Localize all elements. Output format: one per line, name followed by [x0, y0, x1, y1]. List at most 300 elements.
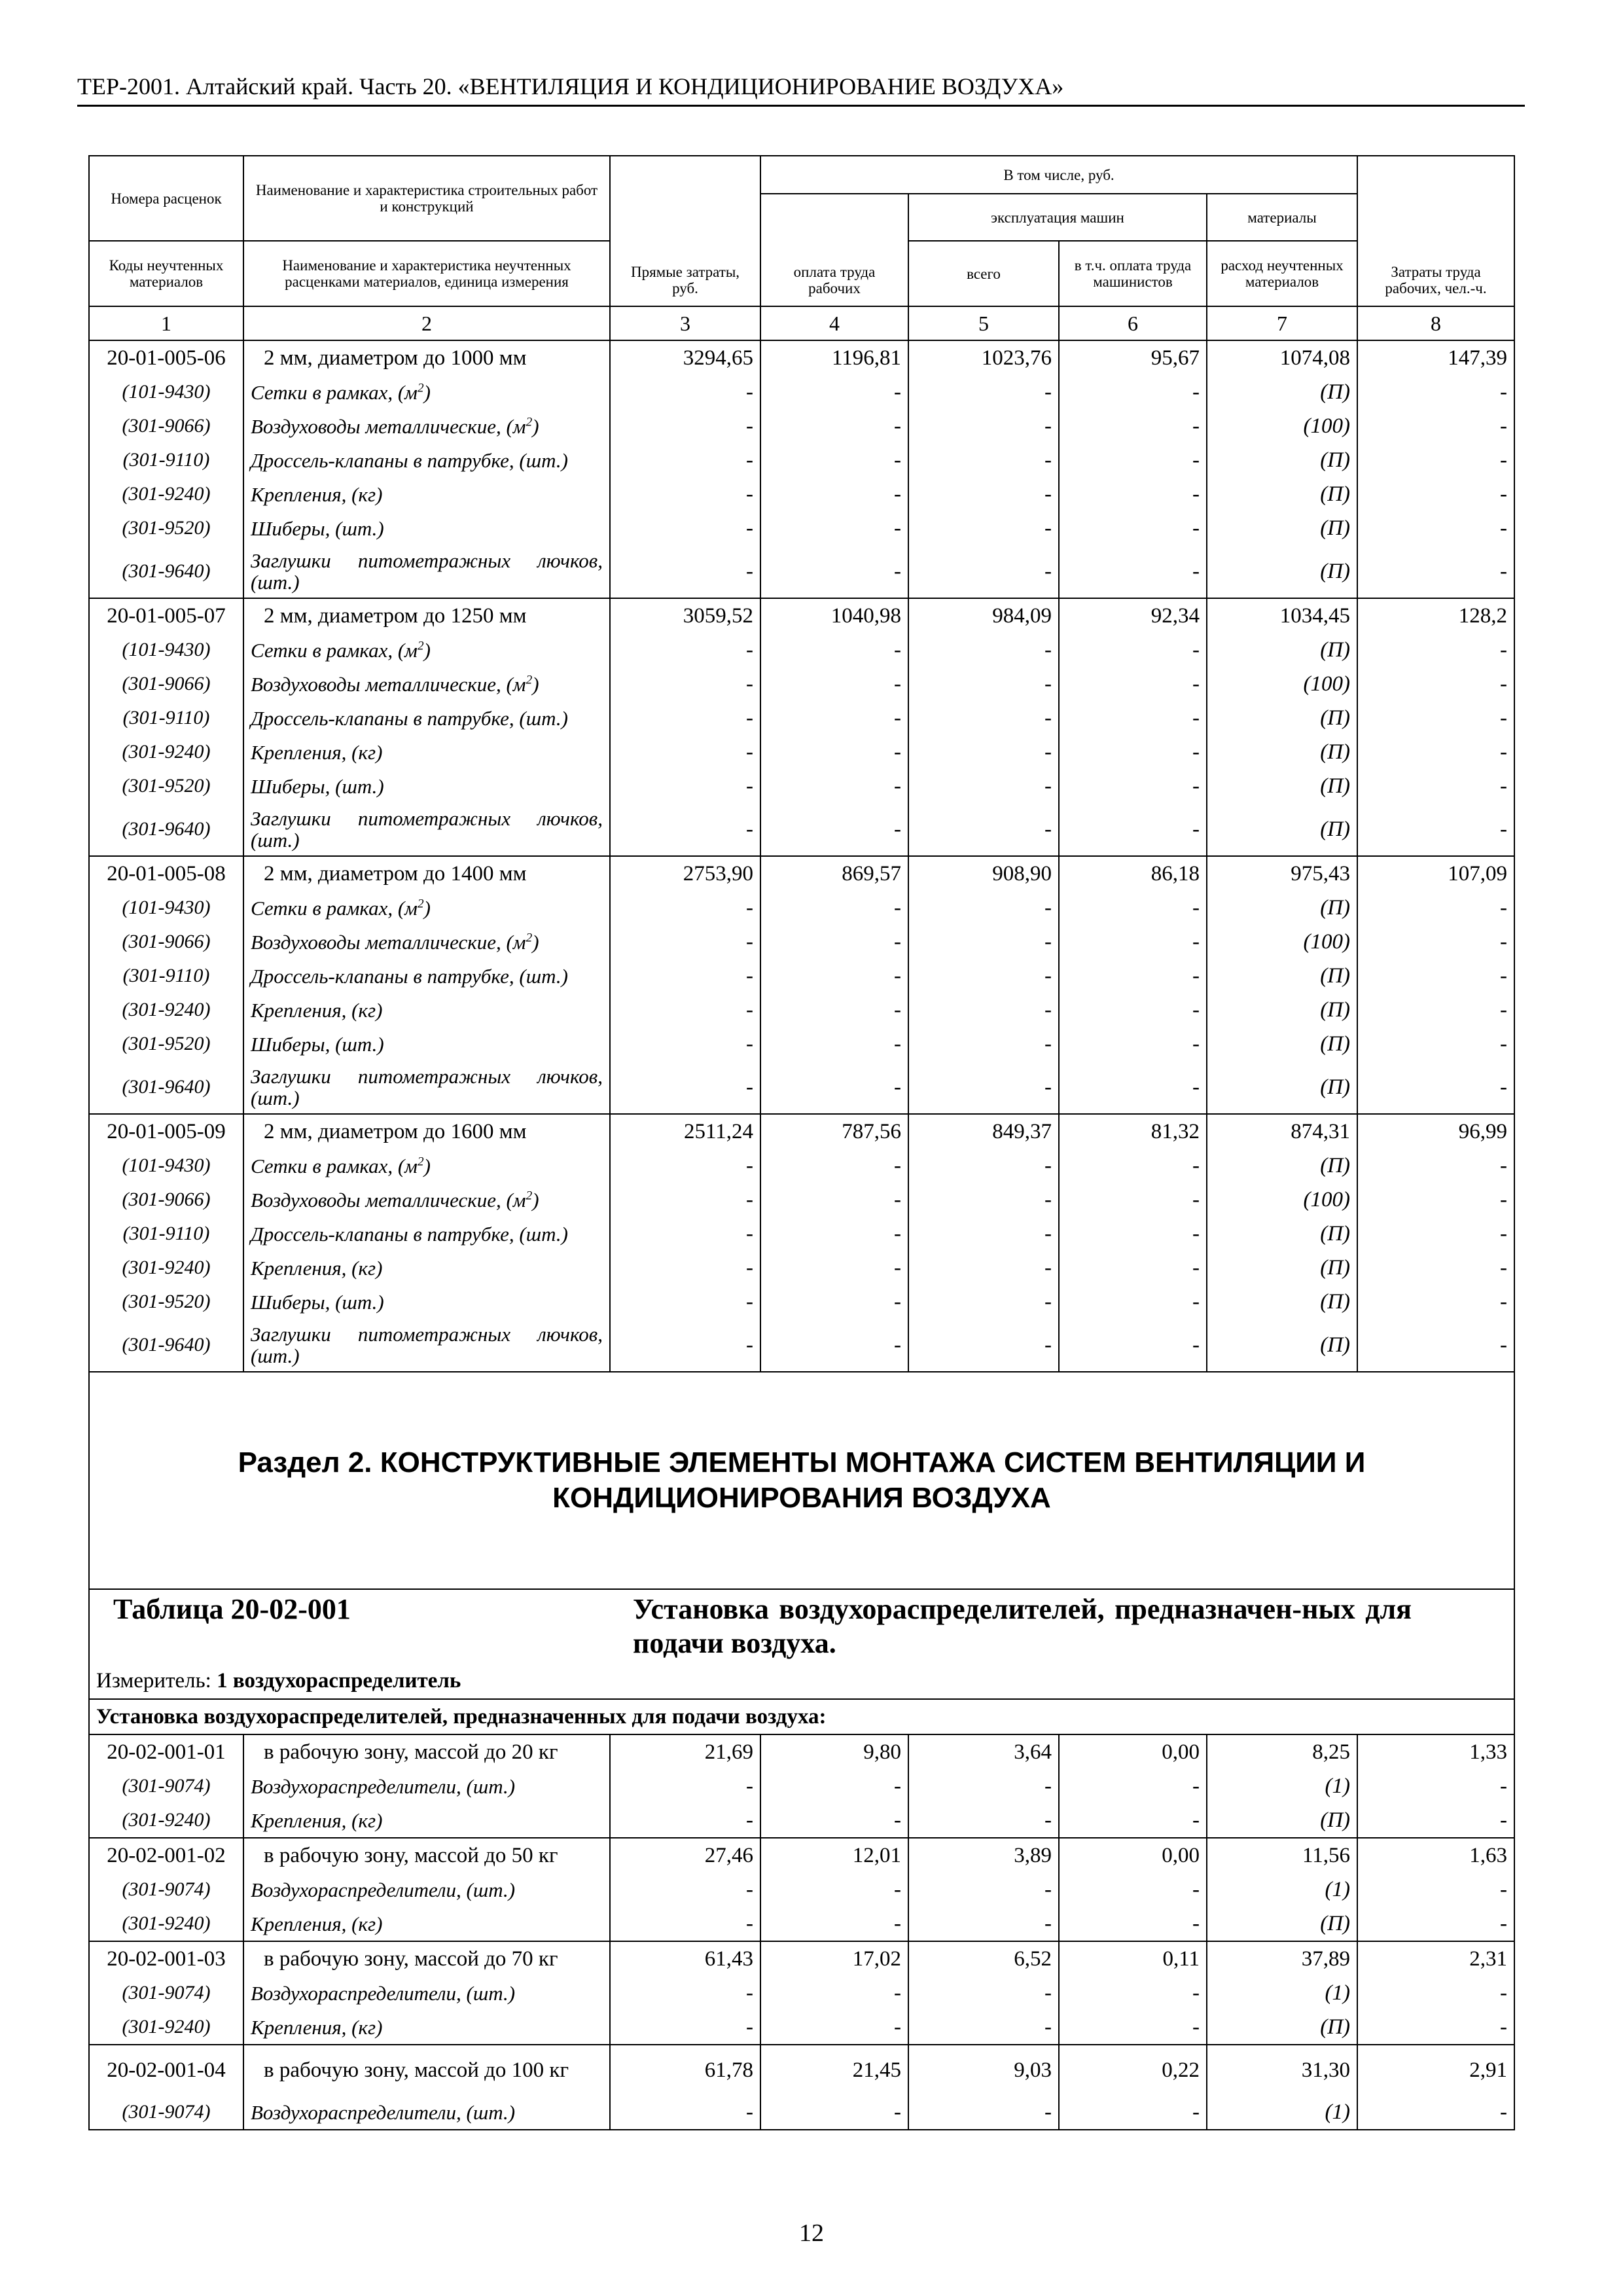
col-unaccounted-materials: расход неучтенных материалов — [1207, 241, 1357, 306]
material-row — [89, 1149, 1514, 1183]
dash-cell: - — [1059, 769, 1207, 803]
material-name — [243, 545, 610, 598]
material-name-text: Крепления, (кг) — [251, 1808, 383, 1832]
table-title-row — [89, 1589, 1514, 1663]
material-code: (301-9110) — [89, 1217, 243, 1251]
col-materials: материалы — [1207, 194, 1357, 241]
material-name-text: Шиберы, (шт.) — [251, 1290, 384, 1314]
work-value: 3059,52 — [610, 598, 760, 633]
material-name — [243, 1873, 610, 1907]
material-name — [243, 993, 610, 1027]
dash-cell: - — [760, 477, 908, 511]
material-name — [243, 1803, 610, 1838]
material-consumption: (П) — [1207, 443, 1357, 477]
material-name — [243, 959, 610, 993]
col-number: 8 — [1357, 306, 1514, 340]
work-value: 21,45 — [760, 2045, 908, 2095]
material-row — [89, 375, 1514, 409]
dash-cell: - — [1357, 1149, 1514, 1183]
dash-cell: - — [1357, 2095, 1514, 2130]
material-code: (301-9110) — [89, 701, 243, 735]
material-consumption: (П) — [1207, 1803, 1357, 1838]
material-consumption: (П) — [1207, 1149, 1357, 1183]
material-consumption: (П) — [1207, 769, 1357, 803]
dash-cell: - — [610, 2095, 760, 2130]
material-row — [89, 1803, 1514, 1838]
material-name-text: Воздуховоды металлические, (м — [251, 414, 526, 438]
material-name-text: Крепления, (кг) — [251, 740, 383, 764]
dash-cell: - — [1357, 1803, 1514, 1838]
dash-cell: - — [760, 1319, 908, 1372]
dash-cell: - — [908, 993, 1059, 1027]
material-name-text: Сетки в рамках, (м — [251, 380, 418, 404]
material-row — [89, 667, 1514, 701]
dash-cell: - — [908, 375, 1059, 409]
dash-cell: - — [1059, 2010, 1207, 2045]
dash-cell: - — [610, 1251, 760, 1285]
dash-cell: - — [1357, 925, 1514, 959]
dash-cell: - — [908, 803, 1059, 856]
dash-cell: - — [610, 1907, 760, 1941]
material-code: (301-9074) — [89, 1873, 243, 1907]
col-machine-operation: эксплуатация машин — [908, 194, 1207, 241]
dash-cell: - — [760, 1769, 908, 1803]
meter-value: 1 воздухораспределитель — [217, 1668, 461, 1693]
work-value: 17,02 — [760, 1941, 908, 1976]
dash-cell: - — [610, 803, 760, 856]
section-heading-row — [89, 1372, 1514, 1589]
dash-cell: - — [760, 735, 908, 769]
material-consumption: (100) — [1207, 667, 1357, 701]
dash-cell: - — [908, 1061, 1059, 1114]
col-labor-pay: оплата труда рабочих — [760, 194, 908, 306]
dash-cell: - — [1357, 2010, 1514, 2045]
material-name-text: Воздухораспределители, (шт.) — [251, 1878, 516, 1901]
dash-cell: - — [760, 803, 908, 856]
work-code: 20-01-005-09 — [89, 1114, 243, 1149]
dash-cell: - — [1059, 1873, 1207, 1907]
work-row — [89, 856, 1514, 891]
material-name — [243, 803, 610, 856]
work-name: 2 мм, диаметром до 1250 мм — [243, 598, 610, 633]
table-title-cell — [89, 1589, 1514, 1663]
dash-cell: - — [908, 925, 1059, 959]
material-name-tail: ) — [423, 380, 431, 404]
dash-cell: - — [1059, 1217, 1207, 1251]
dash-cell: - — [908, 1319, 1059, 1372]
dash-cell: - — [1357, 443, 1514, 477]
material-row — [89, 891, 1514, 925]
work-value: 27,46 — [610, 1838, 760, 1873]
material-name-text: Воздуховоды металлические, (м — [251, 930, 526, 954]
work-value: 1040,98 — [760, 598, 908, 633]
col-machinist-pay: в т.ч. оплата труда машинистов — [1059, 241, 1207, 306]
dash-cell: - — [760, 545, 908, 598]
material-name-text: Воздуховоды металлические, (м — [251, 1188, 526, 1211]
dash-cell: - — [1357, 1319, 1514, 1372]
dash-cell: - — [1059, 1803, 1207, 1838]
dash-cell: - — [760, 1907, 908, 1941]
dash-cell: - — [760, 375, 908, 409]
col-labor-costs: Затраты труда рабочих, чел.-ч. — [1357, 156, 1514, 306]
dash-cell: - — [760, 1976, 908, 2010]
material-code: (301-9640) — [89, 1061, 243, 1114]
dash-cell: - — [760, 1285, 908, 1319]
work-value: 787,56 — [760, 1114, 908, 1149]
dash-cell: - — [908, 2095, 1059, 2130]
header-row-1 — [89, 156, 1514, 194]
material-name — [243, 1217, 610, 1251]
dash-cell: - — [610, 375, 760, 409]
material-consumption: (П) — [1207, 1907, 1357, 1941]
material-row — [89, 993, 1514, 1027]
dash-cell: - — [610, 1319, 760, 1372]
dash-cell: - — [908, 511, 1059, 545]
material-code: (101-9430) — [89, 891, 243, 925]
dash-cell: - — [1357, 545, 1514, 598]
material-code: (301-9240) — [89, 477, 243, 511]
dash-cell: - — [610, 925, 760, 959]
material-name-text: Воздухораспределители, (шт.) — [251, 1981, 516, 2005]
dash-cell: - — [760, 1027, 908, 1061]
material-row — [89, 701, 1514, 735]
dash-cell: - — [1357, 409, 1514, 443]
dash-cell: - — [908, 667, 1059, 701]
work-name: в рабочую зону, массой до 100 кг — [243, 2045, 610, 2095]
dash-cell: - — [1357, 1027, 1514, 1061]
work-value: 3,89 — [908, 1838, 1059, 1873]
dash-cell: - — [1059, 1285, 1207, 1319]
work-code: 20-01-005-06 — [89, 340, 243, 375]
dash-cell: - — [610, 667, 760, 701]
work-value: 61,43 — [610, 1941, 760, 1976]
material-consumption: (П) — [1207, 545, 1357, 598]
col-material-name: Наименование и характеристика неучтенных расценками материалов, единица измерения — [243, 241, 610, 306]
dash-cell: - — [760, 1149, 908, 1183]
material-name-text: Крепления, (кг) — [251, 998, 383, 1022]
material-consumption: (100) — [1207, 1183, 1357, 1217]
unit-exponent: 2 — [526, 931, 533, 945]
dash-cell: - — [1059, 925, 1207, 959]
dash-cell: - — [610, 769, 760, 803]
material-name-text: Дроссель-клапаны в патрубке, (шт.) — [251, 1222, 568, 1246]
dash-cell: - — [610, 1217, 760, 1251]
dash-cell: - — [1357, 1873, 1514, 1907]
dash-cell: - — [908, 1285, 1059, 1319]
material-name — [243, 925, 610, 959]
dash-cell: - — [1059, 667, 1207, 701]
col-number: 7 — [1207, 306, 1357, 340]
material-name — [243, 701, 610, 735]
material-name — [243, 633, 610, 667]
dash-cell: - — [610, 477, 760, 511]
dash-cell: - — [760, 959, 908, 993]
col-including: В том числе, руб. — [760, 156, 1357, 194]
dash-cell: - — [908, 2010, 1059, 2045]
unit-exponent: 2 — [526, 673, 533, 687]
work-value: 95,67 — [1059, 340, 1207, 375]
material-row — [89, 2095, 1514, 2130]
material-name — [243, 477, 610, 511]
dash-cell: - — [908, 1769, 1059, 1803]
col-material-codes: Коды неучтенных материалов — [89, 241, 243, 306]
material-name — [243, 667, 610, 701]
unit-exponent: 2 — [417, 1155, 424, 1169]
material-consumption: (П) — [1207, 701, 1357, 735]
dash-cell: - — [1357, 1976, 1514, 2010]
dash-cell: - — [908, 443, 1059, 477]
material-consumption: (П) — [1207, 891, 1357, 925]
dash-cell: - — [760, 1061, 908, 1114]
work-value: 874,31 — [1207, 1114, 1357, 1149]
dash-cell: - — [1357, 701, 1514, 735]
dash-cell: - — [610, 1149, 760, 1183]
dash-cell: - — [1357, 375, 1514, 409]
material-code: (301-9066) — [89, 1183, 243, 1217]
material-code: (301-9520) — [89, 1285, 243, 1319]
dash-cell: - — [1357, 633, 1514, 667]
work-value: 21,69 — [610, 1734, 760, 1769]
work-value: 1196,81 — [760, 340, 908, 375]
dash-cell: - — [908, 1027, 1059, 1061]
work-value: 31,30 — [1207, 2045, 1357, 2095]
dash-cell: - — [1059, 409, 1207, 443]
material-name-text: Дроссель-клапаны в патрубке, (шт.) — [251, 706, 568, 730]
material-row — [89, 1976, 1514, 2010]
dash-cell: - — [610, 511, 760, 545]
dash-cell: - — [1059, 1769, 1207, 1803]
material-consumption: (П) — [1207, 2010, 1357, 2045]
material-row — [89, 1061, 1514, 1114]
dash-cell: - — [908, 1976, 1059, 2010]
material-name — [243, 1907, 610, 1941]
material-code: (301-9640) — [89, 1319, 243, 1372]
material-code: (301-9074) — [89, 2095, 243, 2130]
dash-cell: - — [1059, 443, 1207, 477]
dash-cell: - — [610, 701, 760, 735]
material-code: (301-9074) — [89, 1976, 243, 2010]
rates-table — [88, 155, 1515, 2130]
material-row — [89, 1907, 1514, 1941]
material-row — [89, 1285, 1514, 1319]
dash-cell: - — [1059, 2095, 1207, 2130]
material-row — [89, 477, 1514, 511]
material-name — [243, 769, 610, 803]
dash-cell: - — [908, 1803, 1059, 1838]
dash-cell: - — [1059, 959, 1207, 993]
dash-cell: - — [908, 477, 1059, 511]
dash-cell: - — [1357, 1285, 1514, 1319]
material-name — [243, 1769, 610, 1803]
material-name — [243, 735, 610, 769]
material-name-text: Воздуховоды металлические, (м — [251, 672, 526, 696]
work-value: 61,78 — [610, 2045, 760, 2095]
work-value: 1,63 — [1357, 1838, 1514, 1873]
dash-cell: - — [610, 1285, 760, 1319]
material-consumption: (П) — [1207, 511, 1357, 545]
material-name — [243, 2010, 610, 2045]
work-value: 8,25 — [1207, 1734, 1357, 1769]
dash-cell: - — [1059, 477, 1207, 511]
dash-cell: - — [760, 891, 908, 925]
material-consumption: (П) — [1207, 1319, 1357, 1372]
material-row — [89, 1769, 1514, 1803]
work-name: в рабочую зону, массой до 70 кг — [243, 1941, 610, 1976]
dash-cell: - — [1059, 511, 1207, 545]
material-code: (301-9520) — [89, 769, 243, 803]
work-code: 20-02-001-01 — [89, 1734, 243, 1769]
dash-cell: - — [760, 1183, 908, 1217]
material-consumption: (П) — [1207, 1061, 1357, 1114]
material-consumption: (1) — [1207, 1873, 1357, 1907]
work-value: 11,56 — [1207, 1838, 1357, 1873]
material-consumption: (100) — [1207, 409, 1357, 443]
work-value: 9,80 — [760, 1734, 908, 1769]
work-value: 908,90 — [908, 856, 1059, 891]
material-name-tail: ) — [532, 1188, 539, 1211]
work-value: 128,2 — [1357, 598, 1514, 633]
dash-cell: - — [1059, 545, 1207, 598]
material-name-text: Воздухораспределители, (шт.) — [251, 2100, 516, 2124]
material-name-text: Крепления, (кг) — [251, 482, 383, 506]
work-value: 0,22 — [1059, 2045, 1207, 2095]
material-name-text: Заглушки питометражных лючков, (шт.) — [251, 1065, 603, 1109]
meter-row — [89, 1663, 1514, 1699]
work-value: 984,09 — [908, 598, 1059, 633]
dash-cell: - — [760, 1803, 908, 1838]
work-name: 2 мм, диаметром до 1600 мм — [243, 1114, 610, 1149]
work-value: 975,43 — [1207, 856, 1357, 891]
work-value: 6,52 — [908, 1941, 1059, 1976]
dash-cell: - — [908, 959, 1059, 993]
material-row — [89, 1183, 1514, 1217]
dash-cell: - — [908, 1907, 1059, 1941]
dash-cell: - — [1357, 511, 1514, 545]
dash-cell: - — [760, 443, 908, 477]
material-code: (301-9110) — [89, 443, 243, 477]
col-number: 3 — [610, 306, 760, 340]
dash-cell: - — [760, 1251, 908, 1285]
table-number: Таблица 20-02-001 — [113, 1593, 351, 1625]
dash-cell: - — [1059, 735, 1207, 769]
work-value: 1023,76 — [908, 340, 1059, 375]
material-code: (301-9240) — [89, 2010, 243, 2045]
dash-cell: - — [610, 1873, 760, 1907]
work-row — [89, 340, 1514, 375]
material-consumption: (П) — [1207, 1251, 1357, 1285]
material-name-text: Дроссель-клапаны в патрубке, (шт.) — [251, 448, 568, 472]
material-code: (301-9066) — [89, 667, 243, 701]
dash-cell: - — [1059, 1907, 1207, 1941]
material-row — [89, 1217, 1514, 1251]
material-code: (301-9066) — [89, 409, 243, 443]
material-name-text: Шиберы, (шт.) — [251, 774, 384, 798]
material-name-text: Воздухораспределители, (шт.) — [251, 1774, 516, 1798]
dash-cell: - — [1059, 1183, 1207, 1217]
dash-cell: - — [1059, 891, 1207, 925]
material-row — [89, 545, 1514, 598]
col-number: 6 — [1059, 306, 1207, 340]
dash-cell: - — [908, 1251, 1059, 1285]
work-value: 92,34 — [1059, 598, 1207, 633]
col-rate-numbers: Номера расценок — [89, 156, 243, 241]
col-machine-total: всего — [908, 241, 1059, 306]
material-row — [89, 443, 1514, 477]
dash-cell: - — [1357, 1769, 1514, 1803]
work-value: 37,89 — [1207, 1941, 1357, 1976]
dash-cell: - — [1059, 1251, 1207, 1285]
work-value: 1034,45 — [1207, 598, 1357, 633]
dash-cell: - — [610, 735, 760, 769]
work-row — [89, 598, 1514, 633]
work-value: 9,03 — [908, 2045, 1059, 2095]
material-consumption: (1) — [1207, 2095, 1357, 2130]
work-value: 0,00 — [1059, 1734, 1207, 1769]
material-name — [243, 1061, 610, 1114]
dash-cell: - — [760, 1217, 908, 1251]
work-value: 86,18 — [1059, 856, 1207, 891]
dash-cell: - — [908, 769, 1059, 803]
unit-exponent: 2 — [417, 639, 424, 653]
col-direct-costs: Прямые затраты, руб. — [610, 156, 760, 306]
material-name — [243, 1183, 610, 1217]
material-consumption: (П) — [1207, 633, 1357, 667]
col-number: 2 — [243, 306, 610, 340]
material-consumption: (П) — [1207, 803, 1357, 856]
material-consumption: (П) — [1207, 477, 1357, 511]
dash-cell: - — [1357, 1907, 1514, 1941]
dash-cell: - — [760, 769, 908, 803]
dash-cell: - — [908, 1217, 1059, 1251]
material-name-text: Крепления, (кг) — [251, 1256, 383, 1280]
material-code: (301-9640) — [89, 545, 243, 598]
material-code: (301-9240) — [89, 1907, 243, 1941]
material-code: (101-9430) — [89, 1149, 243, 1183]
dash-cell: - — [610, 891, 760, 925]
material-code: (301-9066) — [89, 925, 243, 959]
material-name — [243, 1149, 610, 1183]
dash-cell: - — [760, 2095, 908, 2130]
material-consumption: (П) — [1207, 1217, 1357, 1251]
dash-cell: - — [1357, 1061, 1514, 1114]
work-value: 1074,08 — [1207, 340, 1357, 375]
material-name-tail: ) — [423, 1154, 431, 1177]
material-code: (301-9520) — [89, 1027, 243, 1061]
dash-cell: - — [1059, 1061, 1207, 1114]
material-name — [243, 1285, 610, 1319]
unit-exponent: 2 — [526, 415, 533, 429]
dash-cell: - — [1357, 667, 1514, 701]
work-row — [89, 2045, 1514, 2095]
dash-cell: - — [610, 409, 760, 443]
unit-exponent: 2 — [526, 1189, 533, 1203]
section-title: Раздел 2. КОНСТРУКТИВНЫЕ ЭЛЕМЕНТЫ МОНТАЖА СИСТЕМ ВЕНТИЛЯЦИИ И КОНДИЦИОНИРОВАНИЯ ВОЗДУХА — [89, 1372, 1514, 1589]
dash-cell: - — [1059, 701, 1207, 735]
dash-cell: - — [1357, 891, 1514, 925]
dash-cell: - — [1357, 1217, 1514, 1251]
dash-cell: - — [1059, 1319, 1207, 1372]
table-title — [96, 1590, 1507, 1663]
dash-cell: - — [1357, 1183, 1514, 1217]
col-number: 5 — [908, 306, 1059, 340]
work-code: 20-01-005-07 — [89, 598, 243, 633]
dash-cell: - — [760, 925, 908, 959]
dash-cell: - — [1059, 633, 1207, 667]
dash-cell: - — [908, 701, 1059, 735]
dash-cell: - — [610, 633, 760, 667]
material-code: (301-9240) — [89, 1803, 243, 1838]
material-name — [243, 511, 610, 545]
